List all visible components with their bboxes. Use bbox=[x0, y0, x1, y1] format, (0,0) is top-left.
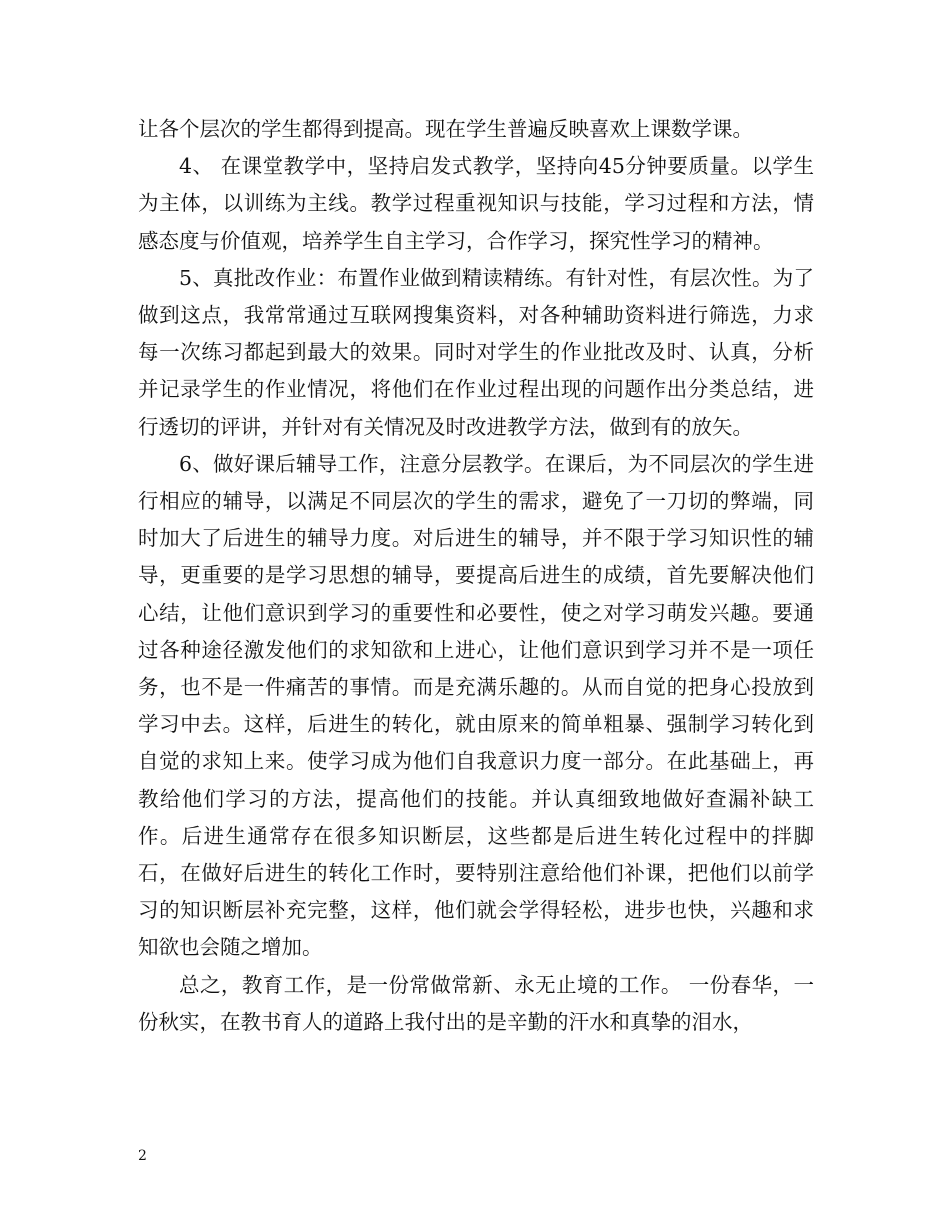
paragraph-2: 4、 在课堂教学中，坚持启发式教学，坚持向45分钟要质量。以学生为主体，以训练为主线。教学过程重视知识与技能，学习过程和方法，情感态度与价值观，培养学生自主学习，合作学习，探究性学习的精神。 bbox=[138, 154, 814, 253]
paragraph-3: 5、真批改作业：布置作业做到精读精练。有针对性，有层次性。为了做到这点，我常常通过互联网搜集资料，对各种辅助资料进行筛选，力求每一次练习都起到最大的效果。同时对学生的作业批改及时、认真，分析并记录学生的作业情况，将他们在作业过程出现的问题作出分类总结，进行透切的评讲，并针对有关情况及时改进教学方法，做到有的放矢。 bbox=[138, 265, 814, 439]
paragraph-4: 6、做好课后辅导工作，注意分层教学。在课后，为不同层次的学生进行相应的辅导，以满足不同层次的学生的需求，避免了一刀切的弊端，同时加大了后进生的辅导力度。对后进生的辅导，并不限于学习知识性的辅导，更重要的是学习思想的辅导，要提高后进生的成绩，首先要解决他们心结，让他们意识到学习的重要性和必要性，使之对学习萌发兴趣。要通过各种途径激发他们的求知欲和上进心，让他们意识到学习并不是一项任务，也不是一件痛苦的事情。而是充满乐趣的。从而自觉的把身心投放到学习中去。这样，后进生的转化，就由原来的简单粗暴、强制学习转化到自觉的求知上来。使学习成为他们自我意识力度一部分。在此基础上，再教给他们学习的方法，提高他们的技能。并认真细致地做好查漏补缺工作。后进生通常存在很多知识断层，这些都是后进生转化过程中的拌脚石，在做好后进生的转化工作时，要特别注意给他们补课，把他们以前学习的知识断层补充完整，这样，他们就会学得轻松，进步也快，兴趣和求知欲也会随之增加。 bbox=[138, 451, 814, 960]
page-number: 2 bbox=[138, 1148, 147, 1164]
paragraph-5: 总之，教育工作，是一份常做常新、永无止境的工作。 一份春华，一份秋实，在教书育人的道路上我付出的是辛勤的汗水和真挚的泪水， bbox=[138, 972, 814, 1034]
paragraph-1: 让各个层次的学生都得到提高。现在学生普遍反映喜欢上课数学课。 bbox=[138, 117, 753, 141]
document-body bbox=[138, 111, 814, 1041]
